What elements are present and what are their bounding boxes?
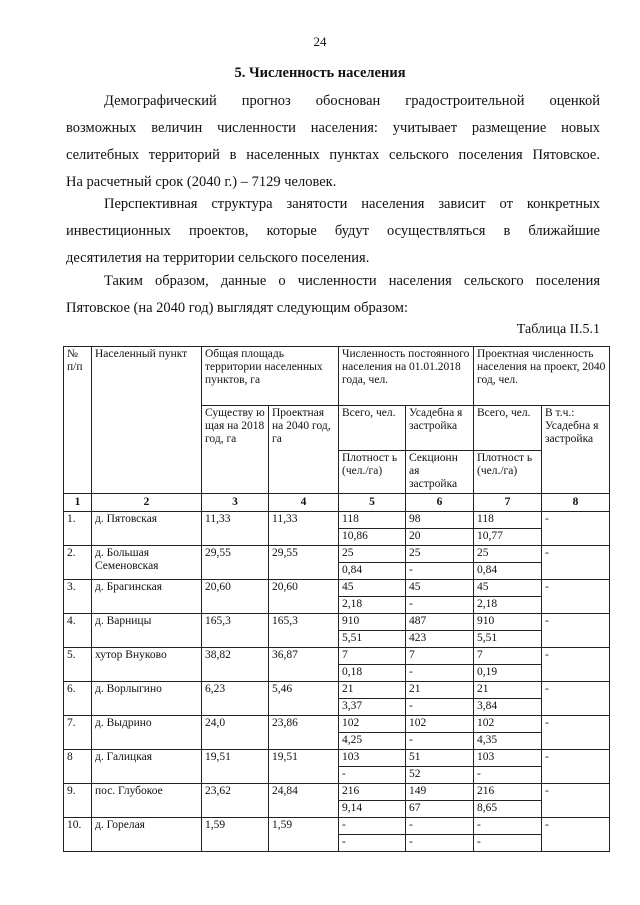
header-area-project: Проектная на 2040 год, га: [269, 406, 339, 494]
cell-c6a: 45: [406, 580, 474, 597]
cell-c6b: -: [406, 699, 474, 716]
cell-c5a: 21: [339, 682, 406, 699]
cell-c7b: 10,77: [474, 529, 542, 546]
cell-name: д. Горелая: [92, 818, 202, 852]
cell-c5a: 910: [339, 614, 406, 631]
paragraph-line: Перспективная структура занятости населения зависит от конкретных: [104, 196, 600, 212]
cell-c6b: 52: [406, 767, 474, 784]
cell-a2040: 11,33: [269, 512, 339, 546]
table-caption: Таблица II.5.1: [516, 322, 600, 337]
cell-c6a: 21: [406, 682, 474, 699]
table-row: [64, 682, 610, 699]
cell-a2018: 165,3: [202, 614, 269, 648]
cell-c6a: 25: [406, 546, 474, 563]
paragraph-line: Пятовское (на 2040 год) выглядят следующим образом:: [66, 300, 409, 316]
cell-n: 9.: [64, 784, 92, 818]
cell-c7b: -: [474, 767, 542, 784]
cell-a2040: 1,59: [269, 818, 339, 852]
cell-c7b: 5,51: [474, 631, 542, 648]
cell-a2040: 5,46: [269, 682, 339, 716]
cell-c6a: 98: [406, 512, 474, 529]
cell-c6b: -: [406, 597, 474, 614]
cell-n: 8: [64, 750, 92, 784]
cell-c8: -: [542, 648, 610, 682]
cell-c6a: -: [406, 818, 474, 835]
cell-n: 7.: [64, 716, 92, 750]
cell-c5b: 3,37: [339, 699, 406, 716]
cell-a2018: 1,59: [202, 818, 269, 852]
header-num: № п/п: [64, 347, 92, 494]
cell-name: д. Выдрино: [92, 716, 202, 750]
header-pop-density: Плотност ь (чел./га): [339, 451, 406, 494]
cell-c6a: 51: [406, 750, 474, 767]
cell-c8: -: [542, 614, 610, 648]
column-number: 5: [339, 494, 406, 512]
cell-c5b: 0,18: [339, 665, 406, 682]
cell-n: 4.: [64, 614, 92, 648]
table-row: [64, 614, 610, 631]
cell-c5a: 216: [339, 784, 406, 801]
cell-c8: -: [542, 682, 610, 716]
cell-c6a: 102: [406, 716, 474, 733]
cell-c5a: 118: [339, 512, 406, 529]
cell-c8: -: [542, 546, 610, 580]
cell-c7b: 4,35: [474, 733, 542, 750]
table-row: [64, 750, 610, 767]
paragraph-demographic-forecast: [66, 88, 600, 196]
cell-c5a: 45: [339, 580, 406, 597]
cell-c6b: 67: [406, 801, 474, 818]
paragraph-line: возможных величин численности населения: учитывает размещение новых: [66, 120, 600, 136]
cell-name: д. Большая Семеновская: [92, 546, 202, 580]
page-number: 24: [313, 34, 327, 49]
cell-c5b: 4,25: [339, 733, 406, 750]
header-pop-current: Численность постоянного населения на 01.01.2018 года, чел.: [339, 347, 474, 406]
cell-c6b: 423: [406, 631, 474, 648]
paragraph-line: инвестиционных проектов, которые будут осуществляться в ближайшие: [66, 223, 600, 239]
cell-n: 5.: [64, 648, 92, 682]
cell-c8: -: [542, 512, 610, 546]
section-title: 5. Численность населения: [234, 65, 406, 81]
cell-c6a: 149: [406, 784, 474, 801]
column-number: 3: [202, 494, 269, 512]
cell-name: пос. Глубокое: [92, 784, 202, 818]
cell-a2040: 23,86: [269, 716, 339, 750]
cell-c5a: 102: [339, 716, 406, 733]
cell-c8: -: [542, 784, 610, 818]
cell-a2040: 24,84: [269, 784, 339, 818]
cell-c5b: -: [339, 767, 406, 784]
cell-a2040: 20,60: [269, 580, 339, 614]
cell-c7a: 45: [474, 580, 542, 597]
table-row: [64, 580, 610, 597]
cell-a2018: 11,33: [202, 512, 269, 546]
paragraph-line: На расчетный срок (2040 г.) – 7129 человек.: [66, 174, 337, 190]
cell-c7b: -: [474, 835, 542, 852]
cell-c5a: 25: [339, 546, 406, 563]
header-pop-estate: Усадебна я застройка: [406, 406, 474, 451]
cell-c7b: 8,65: [474, 801, 542, 818]
cell-c7b: 2,18: [474, 597, 542, 614]
paragraph-line: десятилетия на территории сельского поселения.: [66, 250, 370, 266]
cell-c7a: 25: [474, 546, 542, 563]
paragraph-line: селитебных территорий в населенных пунктах сельского поселения Пятовское.: [66, 147, 600, 163]
header-place: Населенный пункт: [92, 347, 202, 494]
cell-c8: -: [542, 580, 610, 614]
cell-c7b: 0,84: [474, 563, 542, 580]
header-proj-total: Всего, чел.: [474, 406, 542, 451]
cell-c7b: 3,84: [474, 699, 542, 716]
cell-c7a: 216: [474, 784, 542, 801]
cell-c5a: 7: [339, 648, 406, 665]
table-row: [64, 818, 610, 835]
population-table: [63, 346, 610, 852]
cell-a2040: 19,51: [269, 750, 339, 784]
cell-name: хутор Внуково: [92, 648, 202, 682]
cell-n: 10.: [64, 818, 92, 852]
cell-a2018: 24,0: [202, 716, 269, 750]
cell-c5b: 10,86: [339, 529, 406, 546]
cell-c7a: 118: [474, 512, 542, 529]
cell-c5b: -: [339, 835, 406, 852]
cell-a2018: 20,60: [202, 580, 269, 614]
cell-a2018: 6,23: [202, 682, 269, 716]
cell-a2040: 29,55: [269, 546, 339, 580]
cell-n: 2.: [64, 546, 92, 580]
cell-c7a: 910: [474, 614, 542, 631]
header-proj-incl: В т.ч.: Усадебна я застройка: [542, 406, 610, 494]
cell-c6b: 20: [406, 529, 474, 546]
cell-c6b: -: [406, 835, 474, 852]
table-row: [64, 648, 610, 665]
column-number: 4: [269, 494, 339, 512]
cell-c6b: -: [406, 563, 474, 580]
column-number: 7: [474, 494, 542, 512]
cell-c7a: 21: [474, 682, 542, 699]
cell-c7a: -: [474, 818, 542, 835]
cell-c7a: 103: [474, 750, 542, 767]
column-number: 1: [64, 494, 92, 512]
cell-c7a: 7: [474, 648, 542, 665]
header-pop-total: Всего, чел.: [339, 406, 406, 451]
table-row: [64, 512, 610, 529]
cell-c8: -: [542, 716, 610, 750]
cell-a2018: 19,51: [202, 750, 269, 784]
cell-c7b: 0,19: [474, 665, 542, 682]
cell-c6b: -: [406, 733, 474, 750]
cell-c8: -: [542, 750, 610, 784]
header-area: Общая площадь территории населенных пунктов, га: [202, 347, 339, 406]
cell-c6a: 7: [406, 648, 474, 665]
paragraph-line: Таким образом, данные о численности населения сельского поселения: [104, 273, 600, 289]
column-number-row: [64, 494, 610, 512]
table-row: [64, 784, 610, 801]
cell-c7a: 102: [474, 716, 542, 733]
cell-c5a: 103: [339, 750, 406, 767]
cell-c5b: 9,14: [339, 801, 406, 818]
cell-c6b: -: [406, 665, 474, 682]
paragraph-population-data-intro: [66, 268, 600, 322]
cell-n: 6.: [64, 682, 92, 716]
cell-c8: -: [542, 818, 610, 852]
header-projected: Проектная численность населения на проект, 2040 год, чел.: [474, 347, 610, 406]
cell-a2040: 165,3: [269, 614, 339, 648]
cell-n: 3.: [64, 580, 92, 614]
paragraph-employment-structure: [66, 191, 600, 272]
header-proj-density: Плотност ь (чел./га): [474, 451, 542, 494]
cell-name: д. Брагинская: [92, 580, 202, 614]
column-number: 8: [542, 494, 610, 512]
cell-name: д. Варницы: [92, 614, 202, 648]
table-row: [64, 546, 610, 563]
cell-a2018: 23,62: [202, 784, 269, 818]
column-number: 2: [92, 494, 202, 512]
cell-c5b: 2,18: [339, 597, 406, 614]
cell-c6a: 487: [406, 614, 474, 631]
cell-name: д. Ворлыгино: [92, 682, 202, 716]
table-row: [64, 716, 610, 733]
paragraph-line: Демографический прогноз обоснован градостроительной оценкой: [104, 93, 600, 109]
cell-a2040: 36,87: [269, 648, 339, 682]
cell-c5a: -: [339, 818, 406, 835]
header-area-existing: Существу ю щая на 2018 год, га: [202, 406, 269, 494]
column-number: 6: [406, 494, 474, 512]
cell-c5b: 5,51: [339, 631, 406, 648]
cell-name: д. Пятовская: [92, 512, 202, 546]
cell-a2018: 29,55: [202, 546, 269, 580]
header-pop-section: Секционн ая застройка: [406, 451, 474, 494]
cell-name: д. Галицкая: [92, 750, 202, 784]
cell-a2018: 38,82: [202, 648, 269, 682]
cell-c5b: 0,84: [339, 563, 406, 580]
cell-n: 1.: [64, 512, 92, 546]
